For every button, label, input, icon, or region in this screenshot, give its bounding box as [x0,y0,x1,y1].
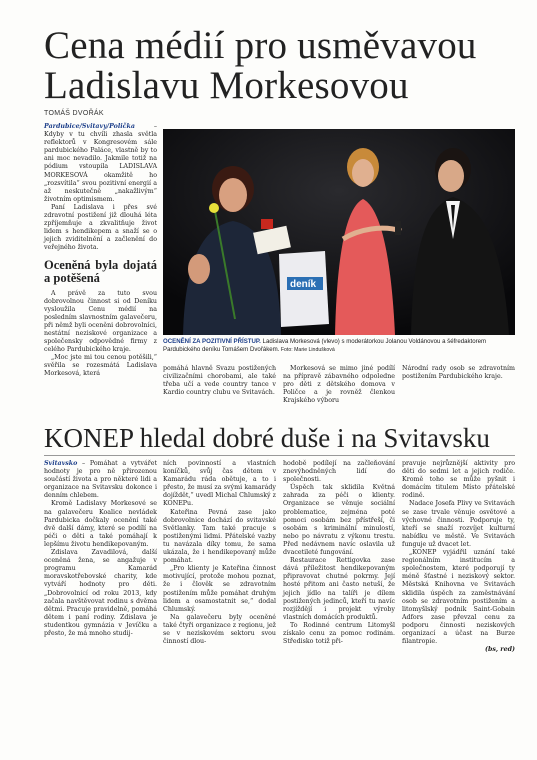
award-photo [163,129,515,335]
article2-col1-p3: Zdislava Zavadilová, další oceněná žena, se angažuje v programu Kamarád moravskotřebovské charity, kde vytváří hodnoty pro děti. „Dobrovolnicí od roku 2013, kdy začala navštěvovat rodinu s dvěma dětmi. Pracuje pravidelně, pomáhá dětem i paní rodiny. Zdislava je studentkou gymnázia v Jevíčku a přesto, že má mnoho studij- [44,549,157,637]
article2-col2-p3: „Pro klienty je Kateřina činnost motivující, protože mohou poznat, že i člověk se zdravotním postižením může pomáhat druhým lidem a osamostatnit se,“ dodal Chlumský. [163,565,276,613]
article-headline [44,26,514,106]
article2-col3-p3: Restaurace Rettigovka zase dává příležitost hendikepovaným připravovat chutné pokrmy. Její hosté přitom ani často netuší, že jejich jídlo na talíři je dílem postižených jedinců, kteří tu navíc rozjíždějí i projekt výroby vlastních domácích produktů. [283,557,395,621]
article1-column-3 [283,365,395,405]
article1-col1-p2: Paní Ladislava i přes své zdravotní postižení již dlouhá léta zpříjemňuje a zkvalitňuje život lidem s hendikepem a snaží se o jejich zviditelnění a začlenění do veřejného života. [44,203,157,252]
caption-title: OCENĚNÍ ZA POZITIVNÍ PŘÍSTUP. [163,338,261,345]
article2-col1-p2: Kromě Ladislavy Morkesové se na galavečeru Koalice nevládek Pardubicka dočkaly ocenění také dvě další dámy, které se podílí na péči o děti a také pomáhají k lepšímu životu hendikepovaným. [44,500,157,548]
award-photo-illustration [163,129,515,335]
article1-kicker: Pardubice/Svitavy/Polička [44,123,135,130]
headline-line-2: Ladislavu Morkesovou [44,64,409,107]
article2-column-1 [44,460,157,638]
article1-col2-text: pomáhá hlavně Svazu postižených civilizačními chorobami, ale také třeba učí a vede country tance v Kardio country clubu ve Svitavách. [163,365,276,397]
bag-logo-text: deník [290,279,317,290]
article2-headline: KONEP hledal dobré duše i na Svitavsku [44,423,490,453]
article1-col1-p4: „Moc jste mi tou cenou potěšili,“ svěřila se rozesmátá Ladislava Morkesová, která [44,354,157,378]
article2-column-2 [163,460,276,646]
headline-line-1: Cena médií pro usměvavou [44,24,477,67]
author-signature: (bs, red) [484,646,515,654]
article2-column-3 [283,460,395,646]
photo-caption [163,338,515,354]
article2-col4-p1: pravuje nejrůznější aktivity pro děti do sedmi let a jejich rodiče. Kromě toho se může pyšnit i domácím titulem Místo přátelské rodině. [402,460,515,500]
article2-col4-p2: Nadace Josefa Plivy ve Svitavách se zase trvale věnuje osvětové a výchovné činnosti. Podporuje ty, kteří se snaží rozvíjet kulturní nabídku ve městě. Ve Svitavách funguje už dvacet let. [402,500,515,548]
article2-col2-p4: Na galavečeru byly oceněné také čtyři organizace z regionu, jež se v neziskovém sektoru svou činností dlou- [163,613,276,646]
article2-col3-p1: hodobě podílejí na začleňování znevýhodněných lidí do společnosti. [283,460,395,484]
byline: TOMÁŠ DVOŘÁK [44,110,104,117]
article1-col1-p3: A právě za tuto svou dobrovolnou činnost si od Deníku vysloužila Cenu médií na posledním slavnostním galavečeru, při němž byli oceněni dobrovolníci, nestátní neziskové organizace a společensky odpovědné firmy z celého Pardubického kraje. [44,289,157,354]
article1-subheading: Oceněná byla dojatá a potěšená [44,257,157,285]
article2-col2-p2: Kateřina Pevná zase jako dobrovolnice dochází do svitavské Světlanky. Tam také pracuje s postiženými lidmi. Přátelské vazby tu navázala díky tomu, že sama ukázala, že i hendikepovaný může pomáhat. [163,508,276,565]
section-divider [44,455,515,456]
article1-column-1 [44,123,157,379]
article2-col1-p1: – Pomáhat a vytvářet hodnoty je pro ně přirozenou součástí života a pro některé lidi a organizace na Svitavsku dokonce i denním chlebem. [44,460,157,500]
caption-text: Ladislava Morkesová (vlevo) s moderátorkou Jolanou Voldánovou a šéfredaktorem Pardubického deníku Tomášem Dvořákem. [163,338,487,353]
article1-column-2 [163,365,276,397]
caption-credit: Foto: Marie Lindušková [279,347,335,353]
article2-column-4 [402,460,515,654]
article1-col3-text: Morkesová se mimo jiné podílí na přípravě zábavného odpoledne pro děti z dětského domova v Poličce a je rovněž členkou Krajského výboru [283,365,395,405]
article2-col3-p2: Úspěch tak sklidila Květná zahrada za péči o klienty. Organizace se věnuje sociální problematice, zejména poté pomoci osobám bez přístřeší, či osobám s kriminální minulostí, nebo po návratu z výkonu trestu. Před nedávnem navíc oslavila už dvacetileté fungování. [283,484,395,557]
article1-column-4 [402,365,515,381]
article2-col4-p3: „KONEP vyjádřil uznání také regionálním institucím a společnostem, které podporují ty méně šťastné i neziskový sektor. Městská Knihovna ve Svitavách sklidila úspěch za zaměstnávání osob se zdravotním postižením a litomyšlský podnik Saint-Gobain Adfors zase převzal cenu za podporu činnosti neziskových organizací a účast na Burze filantropie. [402,549,515,646]
article2-col3-p4: To Rodinné centrum Litomyšl získalo cenu za pomoc rodinám. Středisko totiž při- [283,621,395,646]
article1-col1-p1: – Kdyby v tu chvíli zhasla světla reflektorů v Kongresovém sále pardubického Paláce, vlastně by to ani moc nevadilo. Jakmile totiž na pódium vstoupila LADISLAVA MORKESOVÁ okamžitě ho „rozsvítila“ svou pozitivní energií a až neskutečně „nakažlivým“ životním optimismem. [44,123,157,203]
article2-col2-p1: ních povinností a vlastních koníčků, svůj čas dětem v Kamarádu ráda obětuje, a to i přesto, že musí za svými kamarády dojíždět,“ uvedl Michal Chlumský z KONEPu. [163,460,276,508]
article1-col4-text: Národní rady osob se zdravotním postižením Pardubického kraje. [402,365,515,381]
article2-kicker: Svitavsko [44,460,78,467]
